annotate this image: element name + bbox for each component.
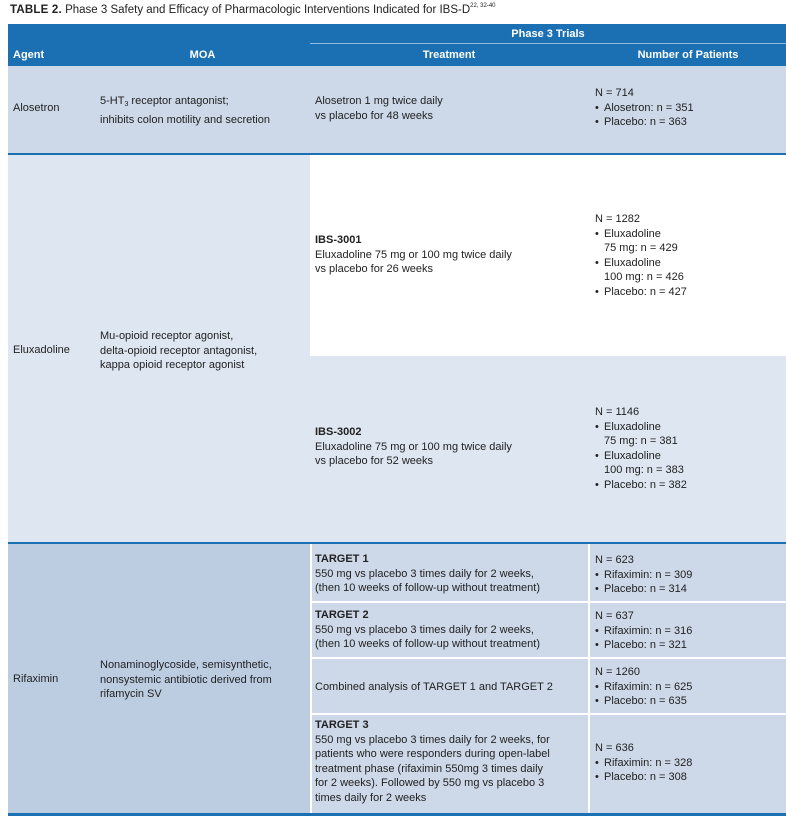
list-item: • Placebo: n = 363 <box>595 115 694 130</box>
list-item: • Eluxadoline 100 mg: n = 426 <box>595 256 687 285</box>
moa-alosetron: 5-HT3 receptor antagonist; inhibits colon motility and secretion <box>100 95 270 126</box>
patients-target-1: N = 623 • Rifaximin: n = 309 • Placebo: n = 314 <box>595 553 692 597</box>
list-item: • Eluxadoline 100 mg: n = 383 <box>595 449 687 478</box>
agent-alosetron: Alosetron <box>13 102 60 114</box>
trial-name: IBS-3001 <box>315 234 362 246</box>
agent-eluxadoline: Eluxadoline <box>13 344 70 356</box>
list-item: • Rifaximin: n = 328 <box>595 756 692 771</box>
header-agent: Agent <box>13 49 45 61</box>
patients-combined: N = 1260 • Rifaximin: n = 625 • Placebo: n = 635 <box>595 665 692 709</box>
header-number-of-patients: Number of Patients <box>637 49 739 61</box>
treatment-target-3: TARGET 3 550 mg vs placebo 3 times daily for 2 weeks, for patients who were responders during open-label treatment phase (rifaximin 550mg 3 times daily for 2 weeks). Followed by 550 mg vs placebo 3 times daily for 2 weeks <box>315 719 550 804</box>
table-title: Phase 3 Safety and Efficacy of Pharmacologic Interventions Indicated for IBS-D <box>65 4 471 16</box>
treatment-target-1: TARGET 1 550 mg vs placebo 3 times daily for 2 weeks, (then 10 weeks of follow-up without treatment) <box>315 553 541 595</box>
row-separator <box>8 153 786 155</box>
header-divider <box>310 43 786 44</box>
treatment-alosetron: Alosetron 1 mg twice daily vs placebo for 48 weeks <box>315 95 443 122</box>
patients-target-3: N = 636 • Rifaximin: n = 328 • Placebo: n = 308 <box>595 741 692 785</box>
table-references: 22, 32-40 <box>470 3 496 9</box>
header-moa: MOA <box>189 49 216 61</box>
list-item: • Eluxadoline 75 mg: n = 381 <box>595 420 687 449</box>
patients-target-2: N = 637 • Rifaximin: n = 316 • Placebo: n = 321 <box>595 609 692 653</box>
trial-name: TARGET 1 <box>315 553 369 565</box>
moa-rifaximin: Nonaminoglycoside, semisynthetic, nonsystemic antibiotic derived from rifamycin SV <box>100 659 272 701</box>
list-item: • Alosetron: n = 351 <box>595 101 694 116</box>
patients-ibs-3001: N = 1282 • Eluxadoline 75 mg: n = 429 • Eluxadoline 100 mg: n = 426 • Placebo: n = 427 <box>595 212 687 300</box>
table-caption <box>10 4 496 16</box>
header-phase3-trials: Phase 3 Trials <box>511 28 585 40</box>
list-item: • Placebo: n = 382 <box>595 478 687 493</box>
moa-eluxadoline: Mu-opioid receptor agonist, delta-opioid receptor antagonist, kappa opioid receptor agonist <box>100 330 258 372</box>
list-item: • Rifaximin: n = 309 <box>595 568 692 583</box>
header-treatment: Treatment <box>422 49 476 61</box>
trial-name: IBS-3002 <box>315 426 362 438</box>
patients-alosetron: N = 714 • Alosetron: n = 351 • Placebo: n = 363 <box>595 86 694 130</box>
list-item: • Placebo: n = 308 <box>595 770 692 785</box>
grid-line <box>310 544 312 813</box>
agent-rifaximin: Rifaximin <box>13 673 59 685</box>
list-item: • Placebo: n = 635 <box>595 694 692 709</box>
list-item: • Placebo: n = 321 <box>595 638 692 653</box>
table-label: TABLE 2. <box>10 4 62 16</box>
grid-line <box>310 657 786 659</box>
treatment-ibs-3002: IBS-3002 Eluxadoline 75 mg or 100 mg twice daily vs placebo for 52 weeks <box>315 426 512 468</box>
trial-name: TARGET 2 <box>315 609 369 621</box>
treatment-combined: Combined analysis of TARGET 1 and TARGET 2 <box>315 681 553 693</box>
grid-line <box>310 601 786 603</box>
list-item: • Rifaximin: n = 316 <box>595 624 692 639</box>
list-item: • Eluxadoline 75 mg: n = 429 <box>595 227 687 256</box>
patients-ibs-3002: N = 1146 • Eluxadoline 75 mg: n = 381 • Eluxadoline 100 mg: n = 383 • Placebo: n = 382 <box>595 405 687 493</box>
list-item: • Rifaximin: n = 625 <box>595 680 692 695</box>
treatment-ibs-3001: IBS-3001 Eluxadoline 75 mg or 100 mg twice daily vs placebo for 26 weeks <box>315 234 512 276</box>
trial-name: TARGET 3 <box>315 719 369 731</box>
grid-line <box>310 713 786 715</box>
grid-line <box>588 544 590 813</box>
row-separator <box>8 542 786 544</box>
list-item: • Placebo: n = 314 <box>595 582 692 597</box>
treatment-target-2: TARGET 2 550 mg vs placebo 3 times daily for 2 weeks, (then 10 weeks of follow-up without treatment) <box>315 609 541 651</box>
list-item: • Placebo: n = 427 <box>595 285 687 300</box>
